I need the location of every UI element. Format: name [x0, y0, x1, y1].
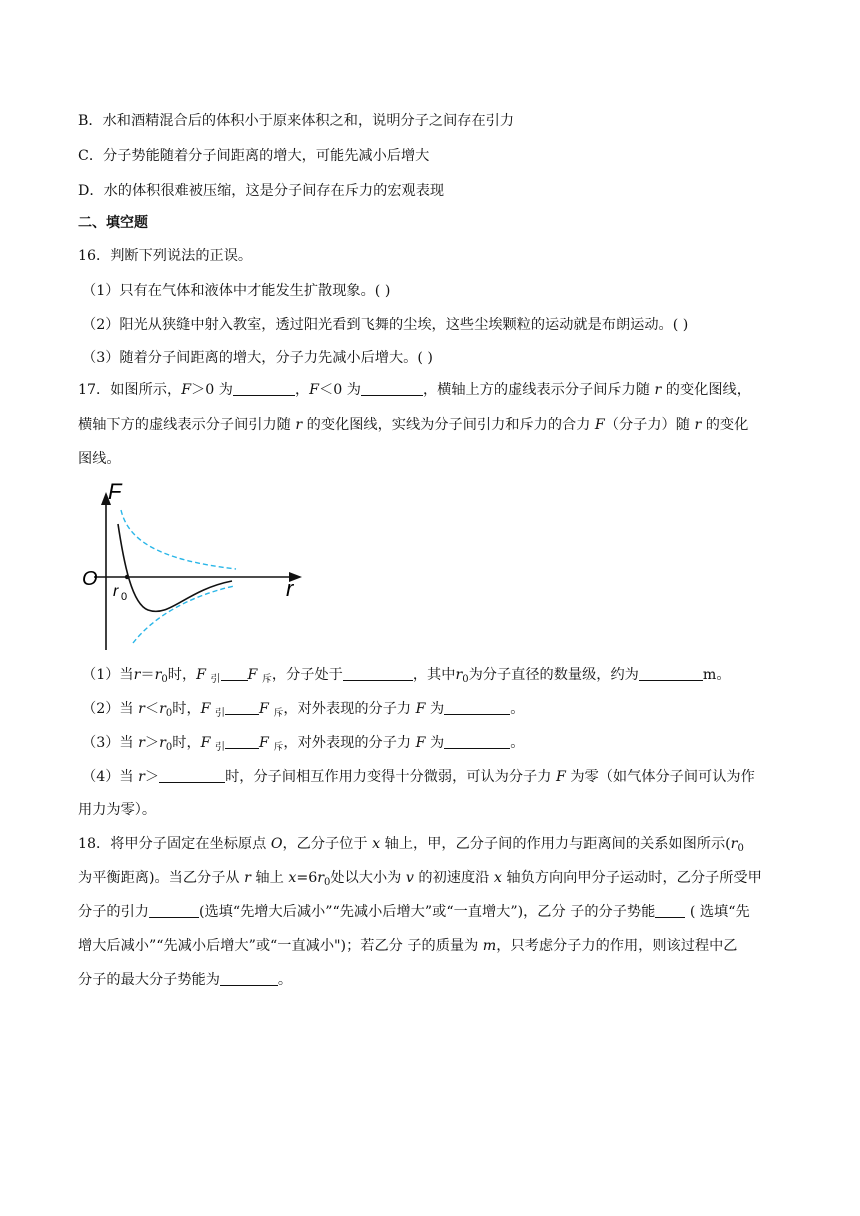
text: 轴负方向向甲分子运动时，乙分子所受甲	[501, 870, 762, 886]
x-axis-label: r	[286, 576, 294, 601]
text: ，对外表现的分子力	[283, 735, 412, 751]
answer-blank[interactable]	[444, 734, 510, 749]
q18-line-4	[78, 936, 737, 956]
symbol-f: F	[247, 667, 258, 683]
text: （2）当	[82, 701, 134, 717]
text: 为零（如气体分子间可认为作	[565, 769, 755, 785]
subscript-chi: 斥	[273, 742, 284, 753]
text: 为分子直径的数量级，约为	[468, 667, 639, 683]
option-c: C．分子势能随着分子间距离的增大，可能先减小后增大	[78, 148, 430, 164]
q17-line-3: 图线。	[78, 451, 121, 467]
text: 的变化图线，	[661, 382, 751, 398]
q18-line-2	[78, 868, 762, 893]
y-axis-label: F	[108, 479, 122, 504]
symbol-f: F	[415, 701, 426, 717]
text: 17．如图所示，	[78, 382, 182, 398]
attraction-curve	[133, 586, 234, 643]
text: 轴上	[250, 870, 289, 886]
subscript: 0	[462, 674, 469, 685]
q17-sub-3	[82, 733, 524, 758]
symbol-f: F	[555, 769, 566, 785]
symbol-r: r	[730, 836, 738, 852]
subscript: 0	[165, 742, 173, 753]
q16-item-2: （2）阳光从狭缝中射入教室，透过阳光看到飞舞的尘埃，这些尘埃颗粒的运动就是布朗运动。( )	[82, 317, 689, 333]
symbol-r: r	[138, 769, 145, 785]
q16-item-1: （1）只有在气体和液体中才能发生扩散现象。( )	[82, 283, 391, 299]
q18-line-5	[78, 970, 292, 990]
symbol-f: F	[200, 735, 211, 751]
text: 时，	[172, 735, 201, 751]
subscript-yin: 引	[215, 742, 226, 753]
q16-item-3: （3）随着分子间距离的增大，分子力先减小后增大。( )	[82, 350, 433, 366]
subscript-yin: 引	[215, 708, 226, 719]
text: 。	[510, 701, 525, 717]
answer-blank[interactable]	[225, 700, 259, 715]
answer-blank[interactable]	[221, 666, 248, 681]
r0-subscript: 0	[121, 591, 128, 603]
symbol-f: F	[181, 382, 192, 398]
symbol-r: r	[317, 870, 325, 886]
equilibrium-point	[125, 575, 129, 579]
q18-line-1	[78, 834, 744, 859]
answer-blank[interactable]	[655, 903, 685, 918]
repulsion-curve	[121, 510, 236, 569]
text: ，只考虑分子力的作用，则该过程中乙	[496, 938, 738, 954]
text: 的初速度沿	[413, 870, 494, 886]
text: 时，	[172, 701, 201, 717]
symbol-r: r	[138, 701, 145, 717]
r0-label: r	[113, 583, 119, 600]
text: 为	[425, 701, 445, 717]
answer-blank[interactable]	[233, 381, 295, 396]
text: （3）当	[82, 735, 134, 751]
text: 为	[425, 735, 445, 751]
subscript-chi: 斥	[273, 708, 284, 719]
net-force-curve	[118, 524, 232, 611]
answer-blank[interactable]	[639, 666, 703, 681]
answer-blank[interactable]	[225, 734, 259, 749]
text: 分子的引力	[78, 904, 149, 920]
text: 时，分子间相互作用力变得十分微弱，可认为分子力	[225, 769, 552, 785]
q17-line-2	[78, 415, 748, 435]
text: ＜0 为	[319, 382, 361, 398]
text: =6	[296, 870, 318, 886]
answer-blank[interactable]	[220, 971, 278, 986]
symbol-f: F	[309, 382, 320, 398]
q17-sub-1	[82, 665, 731, 690]
text: ，其中	[412, 667, 456, 683]
text: 的变化图线，实线为分子间引力和斥力的合力	[302, 417, 591, 433]
symbol-v: v	[405, 870, 414, 886]
text: 横轴下方的虚线表示分子间引力随	[78, 417, 291, 433]
subscript: 0	[161, 674, 168, 685]
subscript-yin: 引	[210, 674, 221, 685]
option-b: B．水和酒精混合后的体积小于原来体积之和，说明分子之间存在引力	[78, 113, 515, 129]
subscript: 0	[737, 843, 744, 854]
symbol-f: F	[259, 701, 269, 717]
symbol-r: r	[694, 417, 702, 433]
subscript: 0	[324, 877, 331, 888]
symbol-m: m	[482, 938, 497, 954]
subscript: 0	[165, 708, 173, 719]
text: 。	[277, 972, 293, 988]
answer-blank[interactable]	[343, 666, 413, 681]
section-title: 二、填空题	[78, 215, 148, 231]
q16-stem: 16．判断下列说法的正误。	[78, 248, 253, 264]
text: 处以大小为	[330, 870, 406, 886]
text: 18．将甲分子固定在坐标原点	[78, 836, 271, 852]
text: （1）当	[82, 667, 134, 683]
subscript-chi: 斥	[261, 674, 272, 685]
symbol-r: r	[138, 735, 145, 751]
text: 的变化	[701, 417, 749, 433]
text: ，乙分子位于	[282, 836, 373, 852]
option-d: D．水的体积很难被压缩，这是分子间存在斥力的宏观表现	[78, 183, 445, 199]
symbol-f: F	[196, 667, 207, 683]
text: ＞0 为	[191, 382, 233, 398]
text: ，对外表现的分子力	[283, 701, 412, 717]
symbol-r: r	[244, 870, 251, 886]
origin-label: O	[82, 568, 98, 590]
answer-blank[interactable]	[149, 903, 199, 918]
text: m。	[702, 667, 731, 683]
q17-sub-4	[82, 767, 755, 787]
force-distance-figure	[80, 478, 310, 656]
q18-line-3	[78, 902, 750, 922]
text: （分子力）随	[604, 417, 690, 433]
text: (选填“先增大后减小”“先减小后增大”或“一直增大”)，乙分 子的分子势能	[198, 904, 656, 920]
symbol-r: r	[154, 667, 162, 683]
symbol-o: O	[270, 836, 283, 852]
text: ＜	[144, 701, 160, 717]
symbol-r: r	[159, 735, 166, 751]
symbol-x: x	[288, 870, 297, 886]
text: ＞	[144, 735, 160, 751]
text: ＝	[140, 667, 155, 683]
symbol-x: x	[493, 870, 502, 886]
text: ( 选填“先	[685, 904, 750, 920]
q17-sub-4-cont: 用力为零）。	[78, 802, 157, 818]
symbol-r: r	[159, 701, 166, 717]
answer-blank[interactable]	[159, 768, 225, 783]
text: ＞	[144, 769, 160, 785]
text: 轴上，甲，乙分子间的作用力与距离间的关系如图所示(	[380, 836, 731, 852]
text: 增大后减小”“先减小后增大”或“一直减小")；若乙分 子的质量为	[78, 938, 483, 954]
text: 分子的最大分子势能为	[78, 972, 220, 988]
answer-blank[interactable]	[444, 700, 510, 715]
text: 。	[510, 735, 525, 751]
text: 时，	[167, 667, 197, 683]
symbol-r: r	[133, 667, 141, 683]
text: ，分子处于	[271, 667, 343, 683]
text: ，横轴上方的虚线表示分子间斥力随	[422, 382, 650, 398]
q17-line-1	[78, 380, 751, 400]
symbol-x: x	[372, 836, 381, 852]
answer-blank[interactable]	[361, 381, 423, 396]
q17-sub-2	[82, 699, 524, 724]
text: （4）当	[82, 769, 134, 785]
symbol-f: F	[415, 735, 426, 751]
symbol-f: F	[200, 701, 211, 717]
text: 为平衡距离)。当乙分子从	[78, 870, 245, 886]
symbol-f: F	[594, 417, 605, 433]
symbol-r: r	[295, 417, 303, 433]
symbol-r: r	[654, 382, 662, 398]
symbol-r: r	[455, 667, 463, 683]
text: ，	[294, 382, 310, 398]
symbol-f: F	[259, 735, 269, 751]
